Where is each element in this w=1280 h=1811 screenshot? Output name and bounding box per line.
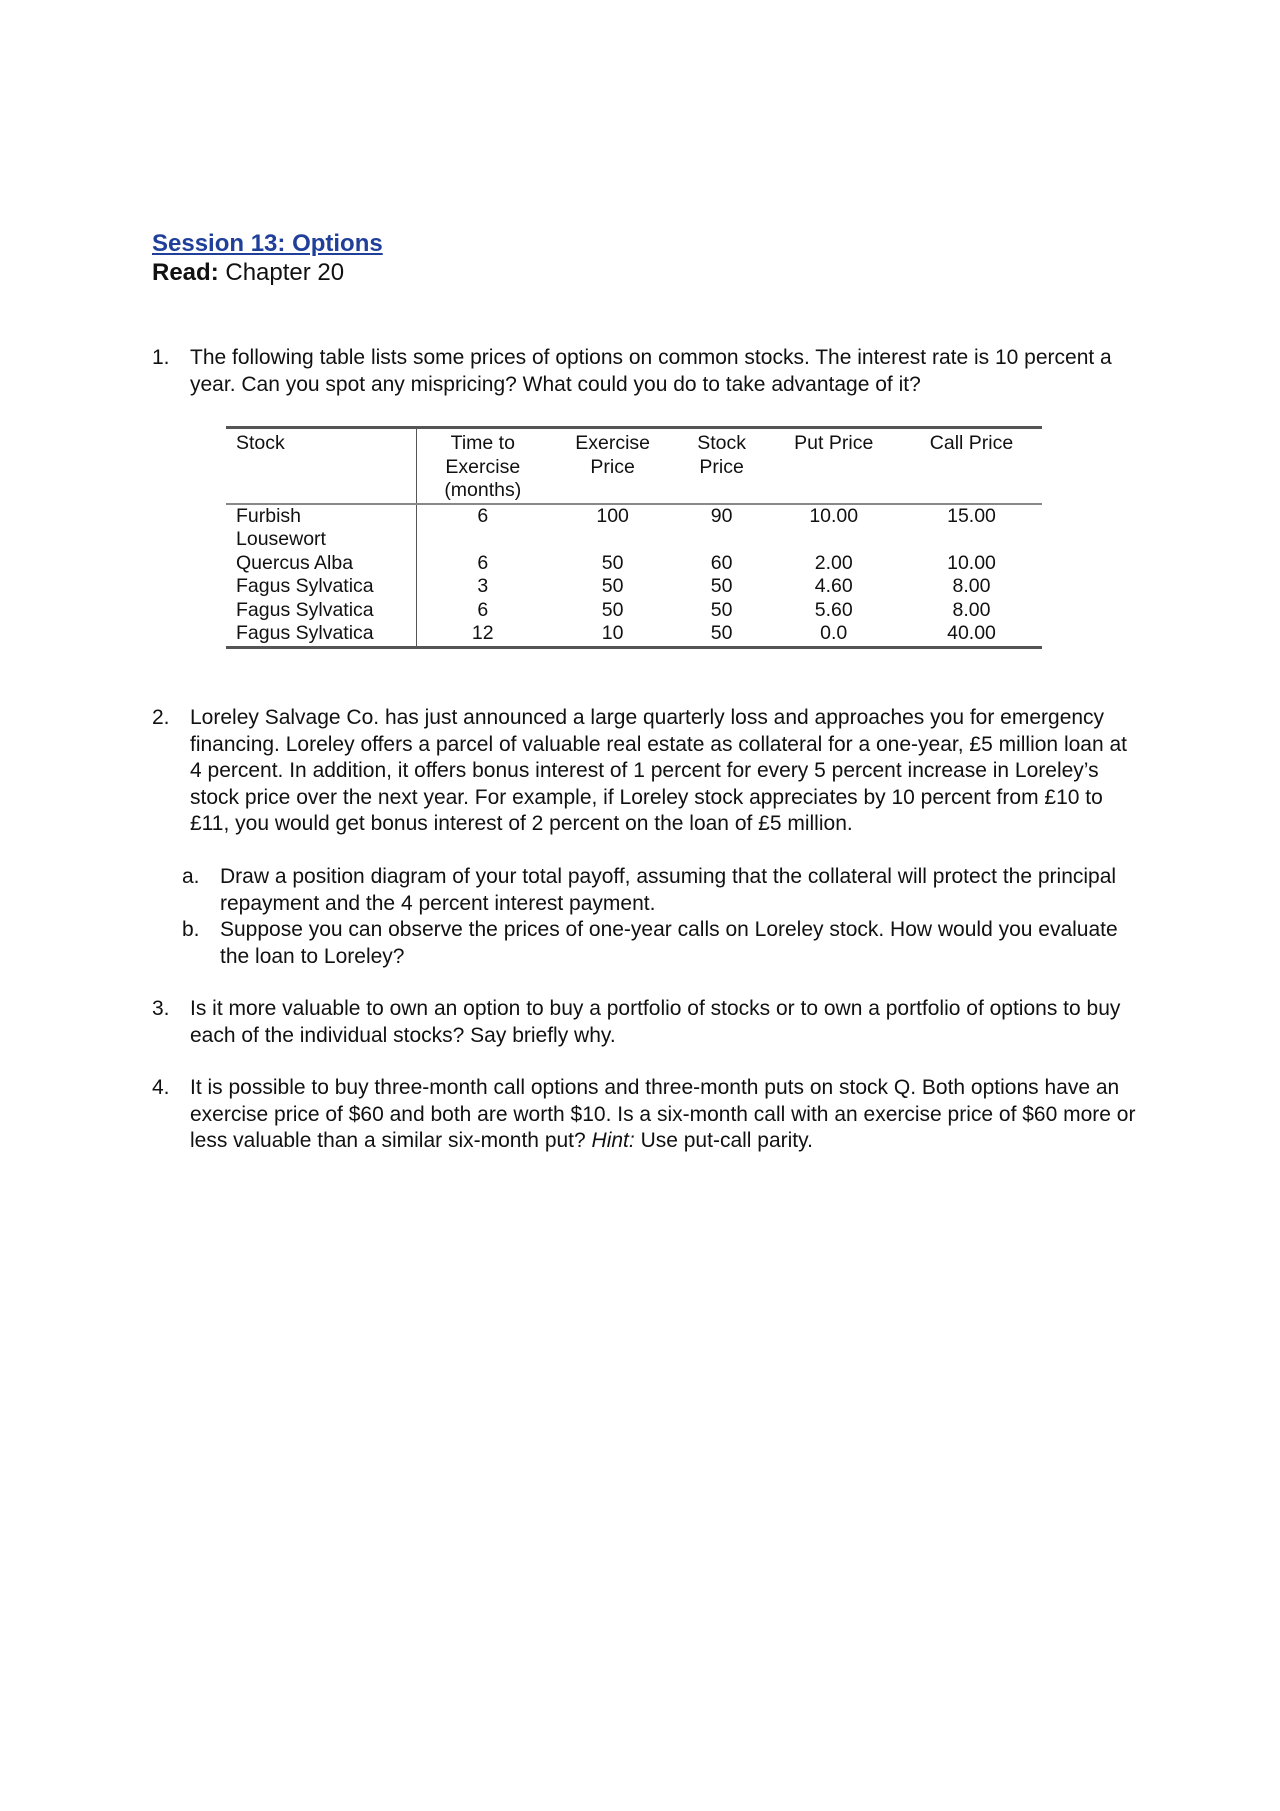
part-label: a. [182,865,200,888]
col-header-call-price: Call Price [929,432,1014,454]
table-row [226,504,1042,529]
cell-call [901,528,1042,552]
cell-call: 15.00 [947,504,996,527]
cell-put [766,528,901,552]
cell-stock-price: 90 [710,504,733,527]
cell-time: 6 [477,504,489,527]
question-text: Loreley Salvage Co. has just announced a large quarterly loss and approaches you for emergency financing. Loreley offers a parcel of valuable real estate as collateral for a one-year, £5 million loan at 4 percent. In addition, it offers bonus interest of 1 percent for every 5 percent increase in Loreley’s stock price over the next year. For example, if Loreley stock appreciates by 10 percent from £10 to £11, you would get bonus interest of 2 percent on the loan of £5 million. [190,706,1127,835]
table-row [226,552,1042,576]
col-header-exercise-price: Exercise Price [575,432,651,478]
question-1 [152,345,1142,398]
cell-call: 10.00 [947,551,996,574]
session-title-link[interactable]: Session 13: Options [152,230,383,257]
cell-stock-price [677,528,767,552]
part-text: Suppose you can observe the prices of one-year calls on Loreley stock. How would you evaluate the loan to Loreley? [220,918,1118,968]
cell-time: 3 [477,575,489,597]
cell-stock-price: 50 [710,598,733,621]
question-number: 3. [152,997,170,1020]
part-text: Draw a position diagram of your total payoff, assuming that the collateral will protect the principal repayment and the 4 percent interest payment. [220,865,1117,915]
question-text-main: It is possible to buy three-month call options and three-month puts on stock Q. Both options have an exercise price of $60 and both are worth $10. Is a six-month call with an exercise price of $60 more or less valuable than a similar six-month put? [190,1076,1136,1152]
col-header-stock-price: Stock Price [697,432,746,478]
question-4 [152,1075,1142,1155]
question-text [190,1075,1142,1155]
question-2-part-a [182,864,1140,917]
cell-exercise: 100 [596,504,629,527]
reading-assignment [152,259,344,287]
cell-put: 2.00 [814,551,853,574]
cell-exercise: 50 [601,598,624,621]
table-row [226,528,1042,552]
question-number: 2. [152,706,170,729]
question-2 [152,705,1142,838]
table-row [226,575,1042,599]
table-row [226,599,1042,623]
cell-call: 8.00 [952,598,991,621]
cell-stock: Fagus Sylvatica [226,622,417,647]
cell-put: 5.60 [814,598,853,621]
question-text: The following table lists some prices of options on common stocks. The interest rate is 10 percent a year. Can you spot any mispricing? What could you do to take advantage of it? [190,346,1112,396]
col-header-put-price: Put Price [794,432,874,454]
question-number: 1. [152,346,170,369]
hint-label: Hint: [591,1129,635,1152]
cell-put: 4.60 [814,575,853,597]
cell-exercise: 50 [601,575,624,597]
cell-time: 6 [477,598,489,621]
cell-stock-price: 50 [710,575,733,597]
col-header-stock: Stock [226,428,417,504]
cell-put: 0.0 [820,622,848,644]
cell-stock: Lousewort [226,528,417,552]
cell-stock-price: 60 [710,551,733,574]
cell-time: 6 [477,551,489,574]
question-2-part-b [182,917,1140,970]
cell-exercise [549,528,677,552]
read-chapter: Chapter 20 [225,259,345,286]
table-header-row [226,428,1042,504]
question-3 [152,996,1142,1049]
cell-time [417,528,549,552]
cell-put: 10.00 [809,504,859,527]
hint-text: Use put-call parity. [640,1129,813,1152]
col-header-time-to-exercise: Time to Exercise (months) [444,432,522,501]
cell-stock: Fagus Sylvatica [226,599,417,623]
cell-stock-price: 50 [710,622,733,644]
part-label: b. [182,918,200,941]
question-text: Is it more valuable to own an option to buy a portfolio of stocks or to own a portfolio of options to buy each of the individual stocks? Say briefly why. [190,997,1121,1047]
question-number: 4. [152,1076,170,1099]
cell-exercise: 10 [601,622,624,644]
cell-call: 8.00 [952,575,991,597]
cell-call: 40.00 [947,622,996,644]
cell-stock: Furbish [226,504,417,529]
options-price-table [226,426,1042,649]
cell-stock: Fagus Sylvatica [226,575,417,599]
read-label: Read: [152,259,219,286]
cell-stock: Quercus Alba [226,552,417,576]
cell-exercise: 50 [601,551,624,574]
cell-time: 12 [471,622,494,644]
table-row [226,622,1042,647]
